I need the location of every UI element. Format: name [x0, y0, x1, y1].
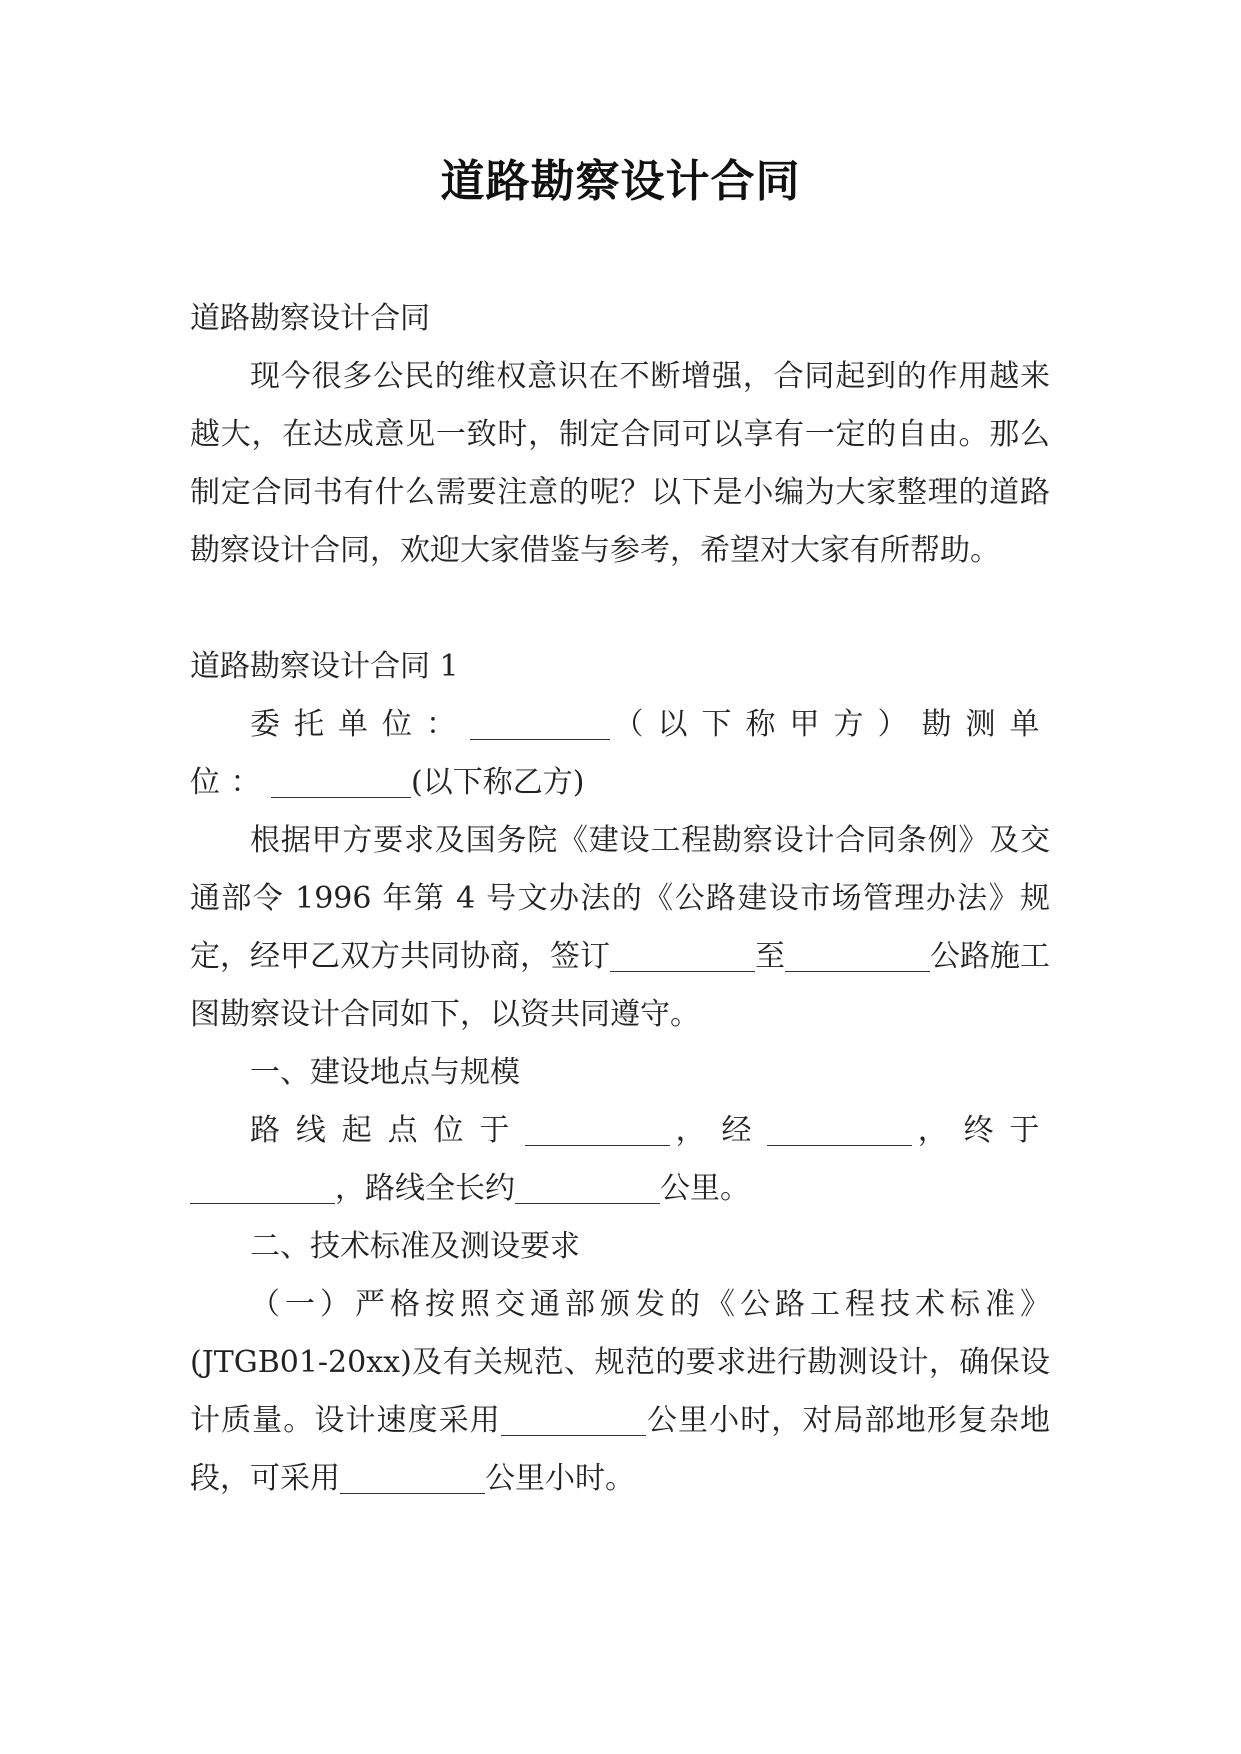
- route-start-label: 路线起点位于: [250, 1113, 526, 1148]
- tech-text-end: 公里小时。: [485, 1461, 635, 1496]
- intro-paragraph: 现今很多公民的维权意识在不断增强，合同起到的作用越来越大，在达成意见一致时，制定合同可以享有一定的自由。那么制定合同书有什么需要注意的呢？以下是小编为大家整理的道路勘察设计合同，欢迎大家借鉴与参考，希望对大家有所帮助。: [190, 359, 1050, 568]
- basis-paragraph: [190, 812, 1050, 1044]
- party-b-suffix: (以下称乙方): [411, 765, 585, 800]
- tech-text-mid: 公里小时，对局部地形复杂地段，可采用: [190, 1403, 1051, 1496]
- parties-paragraph: [190, 696, 1050, 812]
- route-unit-label: 公里。: [660, 1171, 750, 1206]
- document-subtitle: 道路勘察设计合同: [190, 301, 430, 336]
- party-b-blank[interactable]: [271, 766, 411, 799]
- clause-heading: 一、建设地点与规模: [250, 1055, 520, 1090]
- route-via-blank[interactable]: [767, 1114, 912, 1147]
- basis-to: 至: [755, 939, 785, 974]
- route-end-blank[interactable]: [190, 1172, 335, 1205]
- section-heading: 道路勘察设计合同 1: [190, 649, 459, 684]
- basis-text-end: 公路施工图勘察设计合同如下，以资共同遵守。: [190, 939, 1050, 1032]
- complex-speed-blank[interactable]: [340, 1462, 485, 1495]
- route-to-blank[interactable]: [785, 940, 930, 973]
- party-a-blank[interactable]: [470, 708, 610, 741]
- route-paragraph: [190, 1102, 1050, 1218]
- design-speed-blank[interactable]: [501, 1404, 646, 1437]
- document-title: 道路勘察设计合同: [440, 156, 801, 207]
- route-length-blank[interactable]: [515, 1172, 660, 1205]
- tech-text: （一）严格按照交通部颁发的《公路工程技术标准》(JTGB01-20xx)及有关规范、规范的要求进行勘测设计，确保设计质量。设计速度采用: [190, 1287, 1050, 1438]
- route-from-blank[interactable]: [610, 940, 755, 973]
- route-via-label: ，经: [670, 1113, 768, 1148]
- document-body: [190, 290, 1050, 1508]
- tech-paragraph: [190, 1276, 1050, 1508]
- clause-heading: 二、技术标准及测设要求: [250, 1229, 580, 1264]
- route-end-label: ，终于: [912, 1113, 1050, 1148]
- party-a-suffix: （以下称甲方）勘测单位：: [190, 707, 1050, 800]
- route-length-label: ，路线全长约: [335, 1171, 515, 1206]
- party-a-label: 委托单位：: [250, 707, 470, 742]
- route-start-blank[interactable]: [525, 1114, 670, 1147]
- basis-text: 根据甲方要求及国务院《建设工程勘察设计合同条例》及交通部令 1996 年第 4 号文办法的《公路建设市场管理办法》规定，经甲乙双方共同协商，签订: [190, 823, 1050, 974]
